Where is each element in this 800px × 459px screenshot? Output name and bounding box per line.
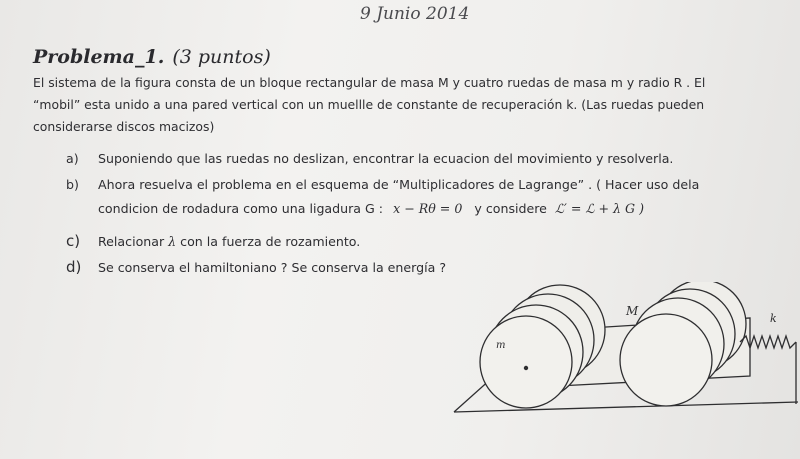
question-text: condicion de rodadura como una ligadura G : (98, 201, 384, 216)
mobil-figure (440, 282, 800, 422)
statement-line: El sistema de la figura consta de un bloque rectangular de masa M y cuatro ruedas de masa m y radio R . El (33, 75, 706, 90)
wheel-front-right (620, 314, 712, 406)
question-b (66, 177, 699, 192)
wheel-front-left (480, 316, 572, 408)
question-text: Relacionar (98, 234, 165, 249)
statement-line: considerarse discos macizos) (33, 119, 215, 134)
question-a (66, 151, 673, 166)
question-text: Se conserva el hamiltoniano ? Se conserva la energía ? (98, 260, 447, 275)
question-d (66, 258, 446, 276)
question-label: a) (66, 151, 79, 166)
wheel-center-dot (524, 366, 528, 370)
problem-statement (33, 72, 773, 138)
question-label: d) (66, 258, 82, 276)
problem-points: (3 puntos) (172, 46, 271, 68)
lambda-symbol: λ (168, 234, 177, 249)
problem-title (33, 46, 271, 68)
lagrangian-formula: ℒ′ = ℒ + λ G ) (554, 201, 645, 216)
question-text: Suponiendo que las ruedas no deslizan, encontrar la ecuacion del movimiento y resolverla. (98, 151, 674, 166)
question-text: Ahora resuelva el problema en el esquema de “Multiplicadores de Lagrange” . ( Hacer uso dela (98, 177, 700, 192)
label-m: m (496, 340, 506, 351)
question-label: b) (66, 177, 79, 192)
question-text: con la fuerza de rozamiento. (180, 234, 361, 249)
date: 9 Junio 2014 (360, 4, 470, 24)
question-b-continued (98, 201, 644, 216)
question-text: y considere (474, 201, 547, 216)
question-label: c) (66, 232, 81, 250)
problem-name: Problema_1. (33, 46, 165, 68)
label-M: M (626, 304, 639, 318)
statement-line: “mobil” esta unido a una pared vertical con un muellle de constante de recuperación k. (Las ruedas pueden (33, 97, 705, 112)
question-c (66, 232, 360, 250)
label-k: k (770, 312, 777, 325)
rolling-constraint: x − Rθ = 0 (393, 201, 463, 216)
